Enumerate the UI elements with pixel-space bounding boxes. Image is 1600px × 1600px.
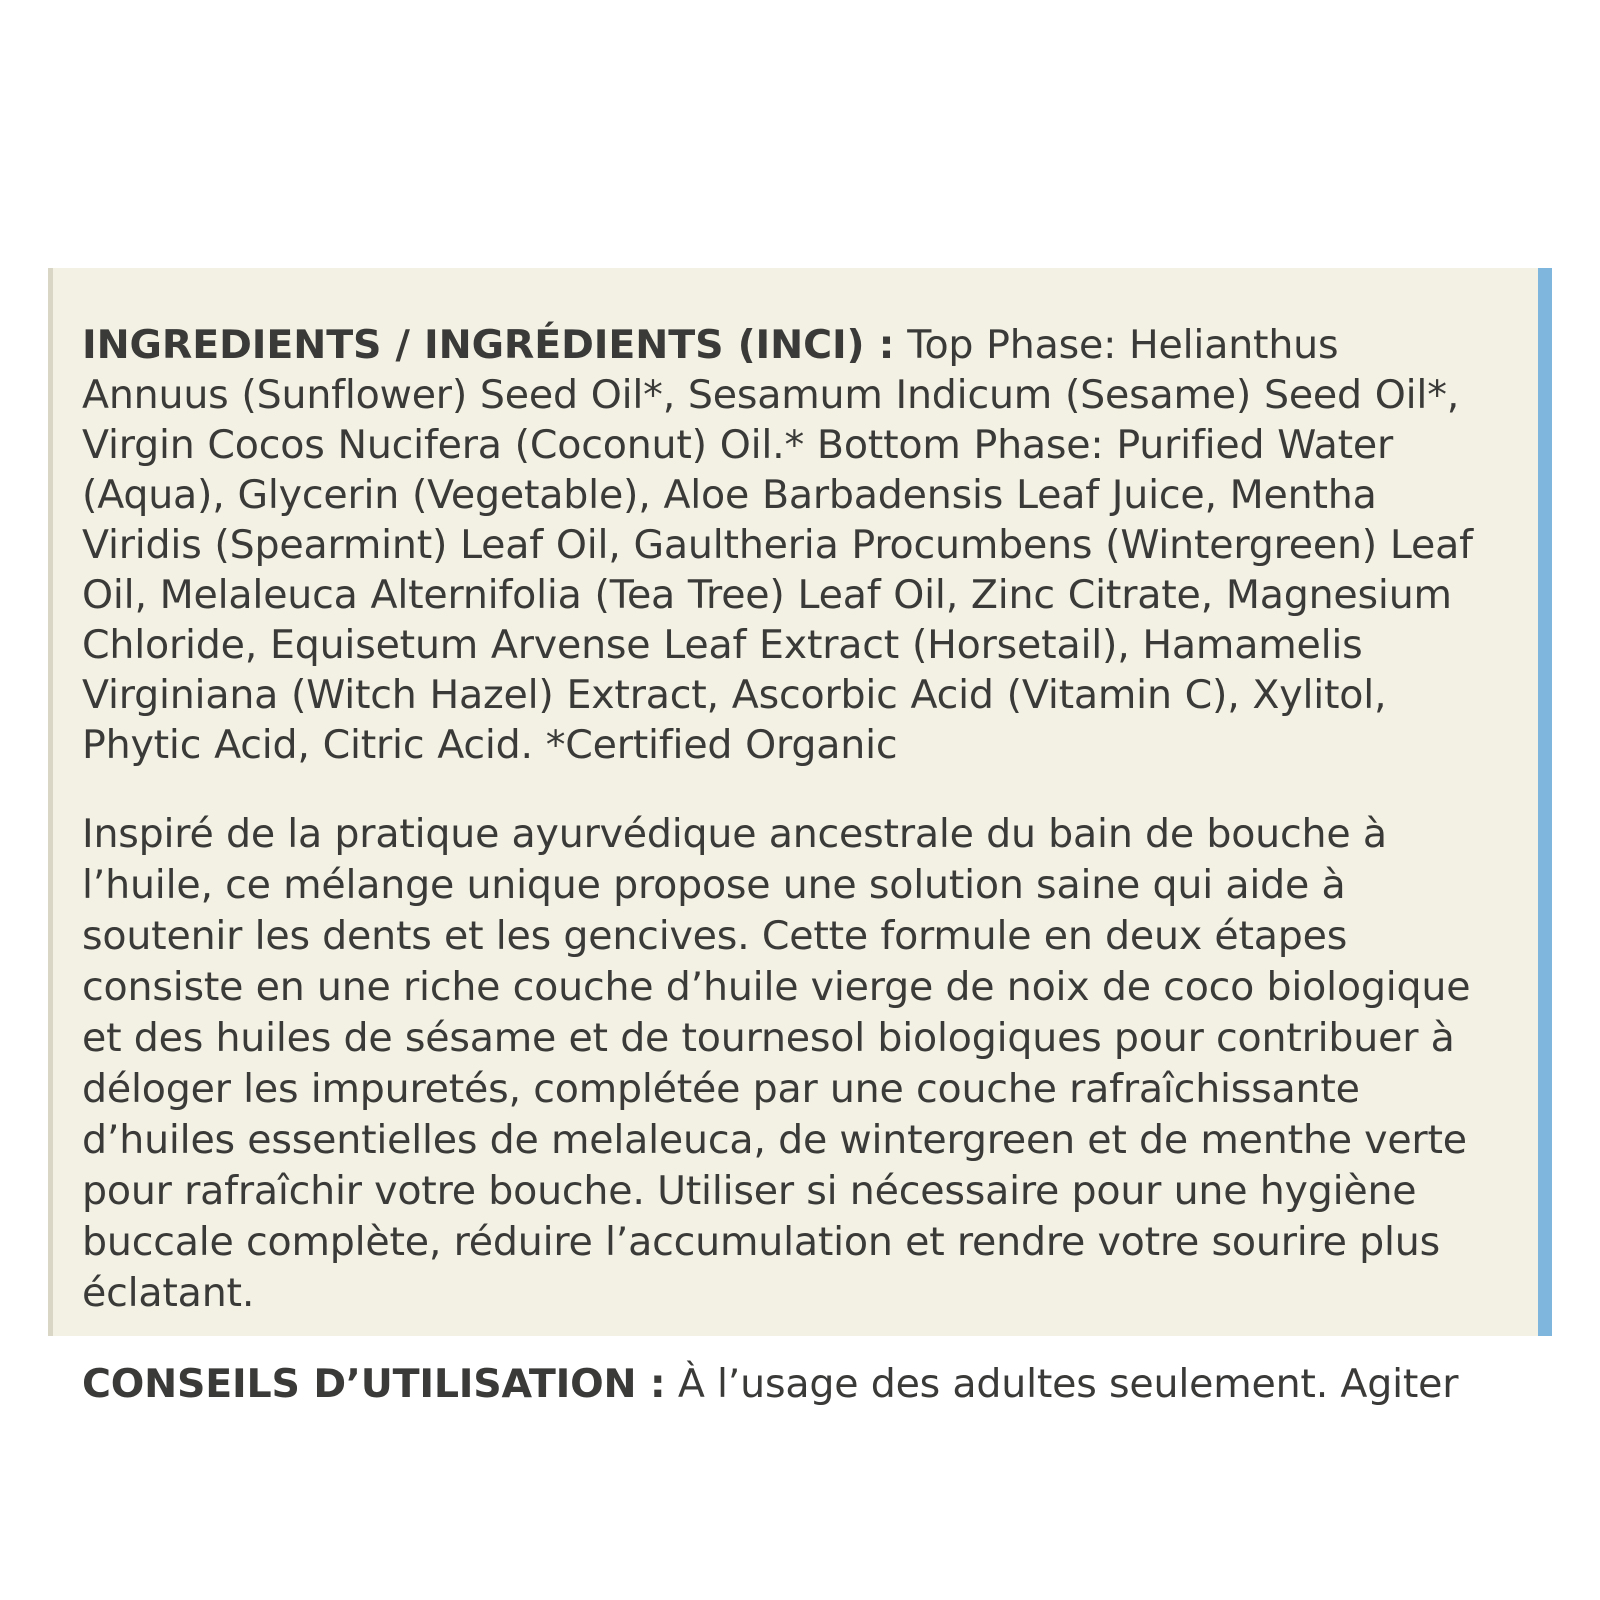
product-label-panel [48, 268, 1552, 1407]
directions-body: À l’usage des adultes seulement. Agiter [665, 1360, 1459, 1407]
directions-paragraph [82, 1359, 1482, 1410]
label-blue-edge-strip [1538, 268, 1552, 1336]
ingredients-paragraph [82, 320, 1482, 770]
directions-heading: CONSEILS D’UTILISATION : [82, 1360, 666, 1407]
label-text-block [82, 280, 1482, 1449]
ingredients-heading: INGREDIENTS / INGRÉDIENTS (INCI) : [82, 321, 895, 368]
label-left-fold [48, 268, 53, 1336]
ingredients-body: Top Phase: Helianthus Annuus (Sunflower) Seed Oil*, Sesamum Indicum (Sesame) Seed Oil*, Virgin Cocos Nucifera (Coconut) Oil.* Bottom Phase: Purified Water (Aqua), Glycerin (Vegetable), Aloe Barbadensis Leaf Juice, Mentha Viridis (Spearmint) Leaf Oil, Gaultheria Procumbens (Wintergreen) Leaf Oil, Melaleuca Alternifolia (Tea Tree) Leaf Oil, Zinc Citrate, Magnesium Chloride, Equisetum Arvense Leaf Extract (Horsetail), Hamamelis Virginiana (Witch Hazel) Extract, Ascorbic Acid (Vitamin C), Xylitol, Phytic Acid, Citric Acid. *Certified Organic [82, 321, 1473, 768]
french-description-paragraph: Inspiré de la pratique ayurvédique ancestrale du bain de bouche à l’huile, ce mélange unique propose une solution saine qui aide à soutenir les dents et les gencives. Cette formule en deux étapes consiste en une riche couche d’huile vierge de noix de coco biologique et des huiles de sésame et de tournesol biologiques pour contribuer à déloger les impuretés, complétée par une couche rafraîchissante d’huiles essentielles de melaleuca, de wintergreen et de menthe verte pour rafraîchir votre bouche. Utiliser si nécessaire pour une hygiène buccale complète, réduire l’accumulation et rendre votre sourire plus éclatant. [82, 811, 1471, 1316]
